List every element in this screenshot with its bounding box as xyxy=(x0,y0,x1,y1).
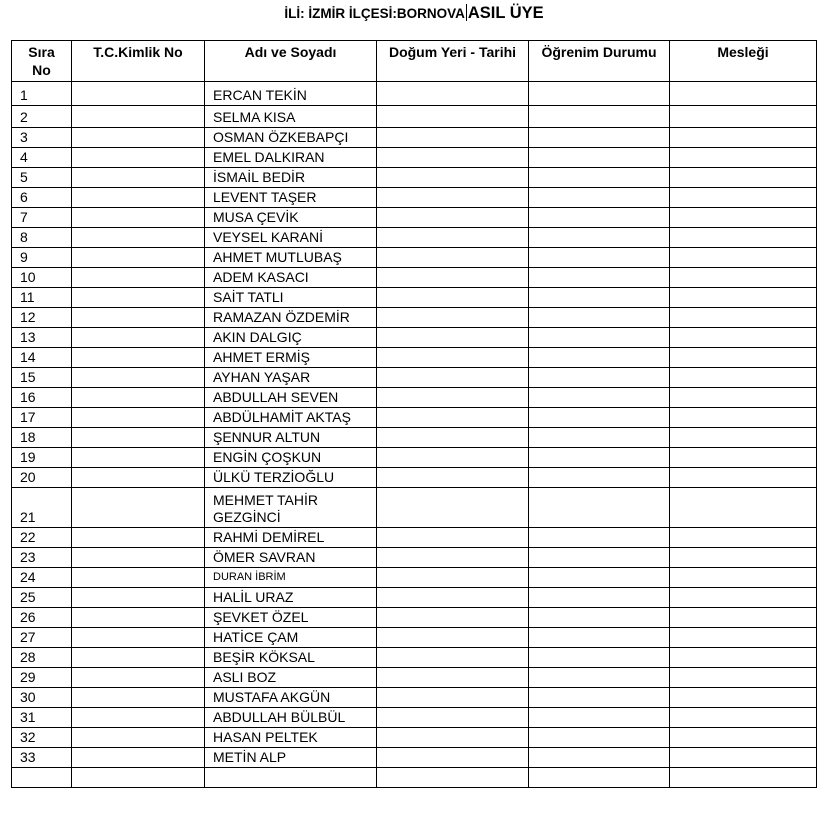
cell-tc-kimlik xyxy=(72,208,205,228)
cell-dogum xyxy=(377,368,529,388)
cell-dogum xyxy=(377,408,529,428)
cell-meslek xyxy=(670,408,817,428)
cell-ogrenim xyxy=(529,728,670,748)
cell-ogrenim xyxy=(529,82,670,106)
table-row xyxy=(12,208,817,228)
cell-tc-kimlik xyxy=(72,588,205,608)
cell-tc-kimlik xyxy=(72,106,205,128)
text-cursor xyxy=(466,4,467,21)
cell-ogrenim xyxy=(529,268,670,288)
header-sira-no: Sıra No xyxy=(12,41,72,82)
cell-ogrenim xyxy=(529,528,670,548)
table-row xyxy=(12,608,817,628)
cell-tc-kimlik xyxy=(72,688,205,708)
cell-ad-soyad: ERCAN TEKİN xyxy=(205,82,377,106)
cell-sira-no: 2 xyxy=(12,106,72,128)
cell-ogrenim xyxy=(529,488,670,528)
cell-ad-soyad: ŞENNUR ALTUN xyxy=(205,428,377,448)
cell-ogrenim xyxy=(529,448,670,468)
cell-empty xyxy=(377,768,529,788)
cell-meslek xyxy=(670,388,817,408)
cell-meslek xyxy=(670,748,817,768)
cell-dogum xyxy=(377,648,529,668)
cell-ad-soyad: HASAN PELTEK xyxy=(205,728,377,748)
cell-dogum xyxy=(377,148,529,168)
cell-sira-no: 25 xyxy=(12,588,72,608)
table-row xyxy=(12,728,817,748)
cell-dogum xyxy=(377,708,529,728)
table-header-row xyxy=(12,41,817,82)
cell-sira-no: 6 xyxy=(12,188,72,208)
cell-dogum xyxy=(377,82,529,106)
cell-tc-kimlik xyxy=(72,328,205,348)
cell-sira-no: 13 xyxy=(12,328,72,348)
table-row xyxy=(12,128,817,148)
cell-empty xyxy=(529,768,670,788)
cell-dogum xyxy=(377,348,529,368)
cell-dogum xyxy=(377,388,529,408)
cell-ad-soyad: ASLI BOZ xyxy=(205,668,377,688)
cell-sira-no: 27 xyxy=(12,628,72,648)
cell-sira-no: 7 xyxy=(12,208,72,228)
cell-sira-no: 8 xyxy=(12,228,72,248)
cell-dogum xyxy=(377,188,529,208)
cell-meslek xyxy=(670,368,817,388)
table-row xyxy=(12,106,817,128)
cell-meslek xyxy=(670,548,817,568)
cell-sira-no: 24 xyxy=(12,568,72,588)
cell-ogrenim xyxy=(529,708,670,728)
cell-sira-no: 20 xyxy=(12,468,72,488)
cell-ad-soyad: ENGİN ÇOŞKUN xyxy=(205,448,377,468)
cell-tc-kimlik xyxy=(72,488,205,528)
cell-sira-no: 26 xyxy=(12,608,72,628)
cell-ad-soyad: SAİT TATLI xyxy=(205,288,377,308)
cell-ogrenim xyxy=(529,688,670,708)
cell-dogum xyxy=(377,208,529,228)
cell-tc-kimlik xyxy=(72,568,205,588)
cell-ad-soyad: EMEL DALKIRAN xyxy=(205,148,377,168)
table-row xyxy=(12,148,817,168)
cell-tc-kimlik xyxy=(72,82,205,106)
cell-tc-kimlik xyxy=(72,408,205,428)
cell-tc-kimlik xyxy=(72,348,205,368)
cell-tc-kimlik xyxy=(72,528,205,548)
cell-ad-soyad: ABDULLAH BÜLBÜL xyxy=(205,708,377,728)
cell-sira-no: 3 xyxy=(12,128,72,148)
table-row xyxy=(12,628,817,648)
cell-dogum xyxy=(377,568,529,588)
table-row xyxy=(12,288,817,308)
table-row xyxy=(12,188,817,208)
cell-ogrenim xyxy=(529,308,670,328)
cell-ogrenim xyxy=(529,208,670,228)
table-row-empty xyxy=(12,768,817,788)
cell-ad-soyad: ÖMER SAVRAN xyxy=(205,548,377,568)
cell-meslek xyxy=(670,528,817,548)
cell-ad-soyad: RAMAZAN ÖZDEMİR xyxy=(205,308,377,328)
cell-tc-kimlik xyxy=(72,248,205,268)
cell-ad-soyad: DURAN İBRİM xyxy=(205,568,377,588)
cell-meslek xyxy=(670,208,817,228)
cell-dogum xyxy=(377,288,529,308)
table-row xyxy=(12,248,817,268)
cell-ad-soyad: AYHAN YAŞAR xyxy=(205,368,377,388)
cell-ad-soyad: METİN ALP xyxy=(205,748,377,768)
cell-meslek xyxy=(670,148,817,168)
cell-sira-no: 32 xyxy=(12,728,72,748)
cell-meslek xyxy=(670,288,817,308)
cell-dogum xyxy=(377,488,529,528)
cell-tc-kimlik xyxy=(72,728,205,748)
document-title xyxy=(0,4,828,23)
table-row xyxy=(12,468,817,488)
cell-sira-no: 21 xyxy=(12,488,72,528)
cell-dogum xyxy=(377,248,529,268)
cell-meslek xyxy=(670,328,817,348)
cell-ogrenim xyxy=(529,568,670,588)
cell-tc-kimlik xyxy=(72,388,205,408)
table-row xyxy=(12,348,817,368)
cell-ogrenim xyxy=(529,748,670,768)
cell-sira-no: 29 xyxy=(12,668,72,688)
cell-ogrenim xyxy=(529,468,670,488)
cell-ad-soyad: BEŞİR KÖKSAL xyxy=(205,648,377,668)
table-row xyxy=(12,388,817,408)
cell-ogrenim xyxy=(529,328,670,348)
cell-ad-soyad: MEHMET TAHİR GEZGİNCİ xyxy=(205,488,377,528)
cell-tc-kimlik xyxy=(72,668,205,688)
cell-meslek xyxy=(670,608,817,628)
cell-ad-soyad: ŞEVKET ÖZEL xyxy=(205,608,377,628)
table-row xyxy=(12,368,817,388)
cell-sira-no: 9 xyxy=(12,248,72,268)
header-tc-kimlik: T.C.Kimlik No xyxy=(72,41,205,82)
cell-ogrenim xyxy=(529,548,670,568)
cell-sira-no: 12 xyxy=(12,308,72,328)
cell-ogrenim xyxy=(529,188,670,208)
cell-dogum xyxy=(377,106,529,128)
cell-meslek xyxy=(670,128,817,148)
cell-dogum xyxy=(377,628,529,648)
cell-tc-kimlik xyxy=(72,268,205,288)
cell-sira-no: 14 xyxy=(12,348,72,368)
cell-ogrenim xyxy=(529,288,670,308)
cell-ad-soyad: İSMAİL BEDİR xyxy=(205,168,377,188)
cell-ogrenim xyxy=(529,628,670,648)
member-table xyxy=(11,40,817,788)
cell-meslek xyxy=(670,708,817,728)
cell-meslek xyxy=(670,448,817,468)
cell-dogum xyxy=(377,428,529,448)
cell-dogum xyxy=(377,728,529,748)
cell-sira-no: 16 xyxy=(12,388,72,408)
cell-dogum xyxy=(377,688,529,708)
table-row xyxy=(12,268,817,288)
cell-meslek xyxy=(670,228,817,248)
cell-ad-soyad: MUSA ÇEVİK xyxy=(205,208,377,228)
cell-dogum xyxy=(377,268,529,288)
cell-meslek xyxy=(670,188,817,208)
cell-sira-no: 22 xyxy=(12,528,72,548)
cell-sira-no: 23 xyxy=(12,548,72,568)
table-row xyxy=(12,668,817,688)
cell-ogrenim xyxy=(529,248,670,268)
cell-meslek xyxy=(670,82,817,106)
cell-sira-no: 19 xyxy=(12,448,72,468)
title-main: ASIL ÜYE xyxy=(467,4,544,22)
cell-ogrenim xyxy=(529,348,670,368)
cell-dogum xyxy=(377,328,529,348)
cell-meslek xyxy=(670,268,817,288)
cell-dogum xyxy=(377,548,529,568)
cell-ad-soyad: MUSTAFA AKGÜN xyxy=(205,688,377,708)
cell-meslek xyxy=(670,588,817,608)
cell-tc-kimlik xyxy=(72,608,205,628)
table-row xyxy=(12,228,817,248)
cell-sira-no: 31 xyxy=(12,708,72,728)
cell-ad-soyad: AHMET MUTLUBAŞ xyxy=(205,248,377,268)
cell-ad-soyad: HATİCE ÇAM xyxy=(205,628,377,648)
cell-sira-no: 30 xyxy=(12,688,72,708)
cell-dogum xyxy=(377,448,529,468)
cell-meslek xyxy=(670,488,817,528)
cell-meslek xyxy=(670,308,817,328)
table-row xyxy=(12,748,817,768)
cell-ogrenim xyxy=(529,148,670,168)
cell-ogrenim xyxy=(529,388,670,408)
cell-empty xyxy=(205,768,377,788)
cell-sira-no: 28 xyxy=(12,648,72,668)
header-dogum: Doğum Yeri - Tarihi xyxy=(377,41,529,82)
cell-tc-kimlik xyxy=(72,708,205,728)
cell-tc-kimlik xyxy=(72,628,205,648)
cell-ogrenim xyxy=(529,168,670,188)
cell-sira-no: 5 xyxy=(12,168,72,188)
cell-tc-kimlik xyxy=(72,128,205,148)
cell-ad-soyad: ADEM KASACI xyxy=(205,268,377,288)
cell-sira-no: 33 xyxy=(12,748,72,768)
cell-tc-kimlik xyxy=(72,448,205,468)
header-meslek: Mesleği xyxy=(670,41,817,82)
cell-meslek xyxy=(670,428,817,448)
cell-tc-kimlik xyxy=(72,228,205,248)
cell-meslek xyxy=(670,348,817,368)
header-ogrenim: Öğrenim Durumu xyxy=(529,41,670,82)
table-row xyxy=(12,548,817,568)
cell-dogum xyxy=(377,748,529,768)
cell-ogrenim xyxy=(529,228,670,248)
cell-sira-no: 1 xyxy=(12,82,72,106)
cell-ogrenim xyxy=(529,128,670,148)
cell-meslek xyxy=(670,648,817,668)
cell-tc-kimlik xyxy=(72,288,205,308)
cell-ad-soyad: RAHMİ DEMİREL xyxy=(205,528,377,548)
cell-meslek xyxy=(670,168,817,188)
cell-meslek xyxy=(670,568,817,588)
cell-ad-soyad: ÜLKÜ TERZİOĞLU xyxy=(205,468,377,488)
header-ad-soyad: Adı ve Soyadı xyxy=(205,41,377,82)
title-location: İLİ: İZMİR İLÇESİ:BORNOVA xyxy=(284,6,465,21)
cell-ad-soyad: ABDÜLHAMİT AKTAŞ xyxy=(205,408,377,428)
cell-meslek xyxy=(670,728,817,748)
cell-dogum xyxy=(377,228,529,248)
cell-tc-kimlik xyxy=(72,548,205,568)
table-row xyxy=(12,168,817,188)
cell-tc-kimlik xyxy=(72,188,205,208)
table-row xyxy=(12,308,817,328)
table-row xyxy=(12,688,817,708)
cell-ad-soyad: LEVENT TAŞER xyxy=(205,188,377,208)
cell-meslek xyxy=(670,668,817,688)
cell-meslek xyxy=(670,248,817,268)
table-row xyxy=(12,648,817,668)
table-row xyxy=(12,588,817,608)
table-row xyxy=(12,708,817,728)
cell-dogum xyxy=(377,308,529,328)
table-row xyxy=(12,408,817,428)
cell-meslek xyxy=(670,106,817,128)
cell-ad-soyad: OSMAN ÖZKEBAPÇI xyxy=(205,128,377,148)
cell-meslek xyxy=(670,688,817,708)
cell-tc-kimlik xyxy=(72,148,205,168)
cell-sira-no: 10 xyxy=(12,268,72,288)
cell-ad-soyad: SELMA KISA xyxy=(205,106,377,128)
cell-tc-kimlik xyxy=(72,648,205,668)
cell-dogum xyxy=(377,128,529,148)
cell-ogrenim xyxy=(529,106,670,128)
table-row xyxy=(12,428,817,448)
cell-empty xyxy=(670,768,817,788)
cell-ad-soyad: HALİL URAZ xyxy=(205,588,377,608)
cell-empty xyxy=(12,768,72,788)
cell-ogrenim xyxy=(529,648,670,668)
cell-ad-soyad: AHMET ERMİŞ xyxy=(205,348,377,368)
table-row xyxy=(12,448,817,468)
cell-ogrenim xyxy=(529,608,670,628)
cell-empty xyxy=(72,768,205,788)
table-row xyxy=(12,568,817,588)
cell-ad-soyad: VEYSEL KARANİ xyxy=(205,228,377,248)
cell-ogrenim xyxy=(529,668,670,688)
table-row xyxy=(12,528,817,548)
cell-sira-no: 4 xyxy=(12,148,72,168)
cell-tc-kimlik xyxy=(72,168,205,188)
cell-dogum xyxy=(377,588,529,608)
table-row xyxy=(12,328,817,348)
cell-tc-kimlik xyxy=(72,428,205,448)
cell-dogum xyxy=(377,668,529,688)
cell-tc-kimlik xyxy=(72,748,205,768)
cell-ad-soyad: AKIN DALGIÇ xyxy=(205,328,377,348)
cell-dogum xyxy=(377,468,529,488)
cell-ogrenim xyxy=(529,368,670,388)
cell-tc-kimlik xyxy=(72,368,205,388)
cell-sira-no: 11 xyxy=(12,288,72,308)
cell-dogum xyxy=(377,528,529,548)
cell-sira-no: 15 xyxy=(12,368,72,388)
cell-meslek xyxy=(670,628,817,648)
cell-tc-kimlik xyxy=(72,308,205,328)
table-row xyxy=(12,82,817,106)
cell-meslek xyxy=(670,468,817,488)
cell-tc-kimlik xyxy=(72,468,205,488)
cell-ad-soyad: ABDULLAH SEVEN xyxy=(205,388,377,408)
cell-sira-no: 18 xyxy=(12,428,72,448)
cell-dogum xyxy=(377,168,529,188)
cell-dogum xyxy=(377,608,529,628)
table-row xyxy=(12,488,817,528)
cell-ogrenim xyxy=(529,428,670,448)
cell-sira-no: 17 xyxy=(12,408,72,428)
cell-ogrenim xyxy=(529,408,670,428)
cell-ogrenim xyxy=(529,588,670,608)
